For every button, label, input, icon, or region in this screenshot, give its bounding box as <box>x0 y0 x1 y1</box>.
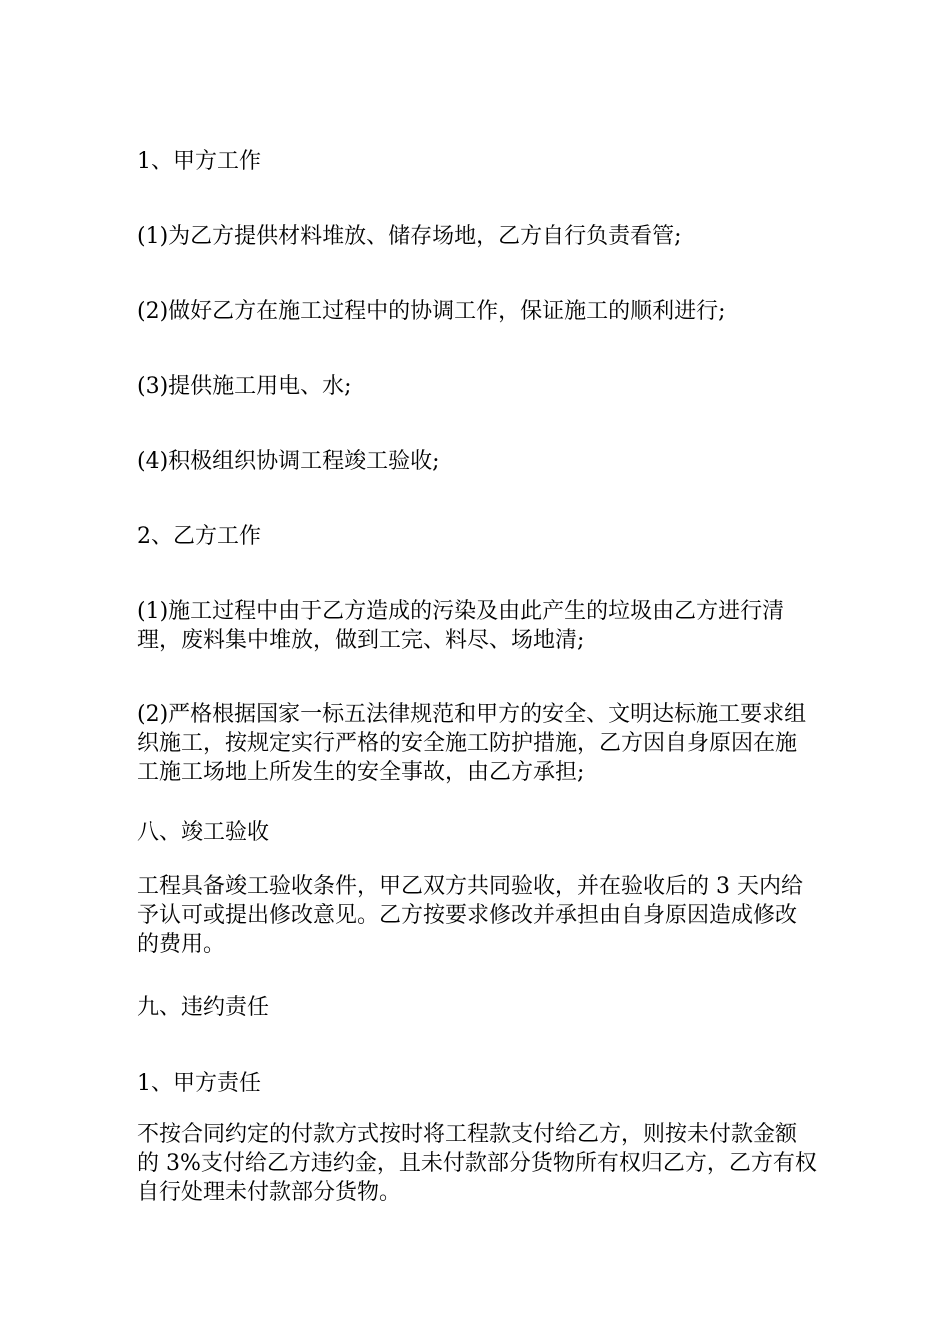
section-heading-party-a-work: 1、甲方工作 <box>137 149 261 174</box>
section-heading-liability: 九、违约责任 <box>137 995 270 1020</box>
clause-party-a-3: (3)提供施工用电、水; <box>137 374 352 399</box>
acceptance-text: 工程具备竣工验收条件，甲乙双方共同验收，并在验收后的 3 天内给予认可或提出修改意见。乙方按要求修改并承担由自身原因造成修改的费用。 <box>137 874 803 957</box>
section-heading-acceptance: 八、竣工验收 <box>137 820 270 845</box>
clause-party-b-1: (1)施工过程中由于乙方造成的污染及由此产生的垃圾由乙方进行清理，废料集中堆放，做到工完、料尽、场地清; <box>137 599 785 653</box>
clause-party-b-2: (2)严格根据国家一标五法律规范和甲方的安全、文明达标施工要求组织施工，按规定实行严格的安全施工防护措施，乙方因自身原因在施工施工场地上所发生的安全事故，由乙方承担; <box>137 702 807 785</box>
section-heading-party-b-work: 2、乙方工作 <box>137 524 261 549</box>
clause-party-a-4: (4)积极组织协调工程竣工验收; <box>137 449 440 474</box>
clause-party-a-1: (1)为乙方提供材料堆放、储存场地，乙方自行负责看管; <box>137 224 682 249</box>
clause-party-a-2: (2)做好乙方在施工过程中的协调工作，保证施工的顺利进行; <box>137 299 726 324</box>
subheading-party-a-liability: 1、甲方责任 <box>137 1071 261 1096</box>
party-a-liability-text: 不按合同约定的付款方式按时将工程款支付给乙方，则按未付款金额的 3%支付给乙方违约金，且未付款部分货物所有权归乙方，乙方有权自行处理未付款部分货物。 <box>137 1122 817 1205</box>
